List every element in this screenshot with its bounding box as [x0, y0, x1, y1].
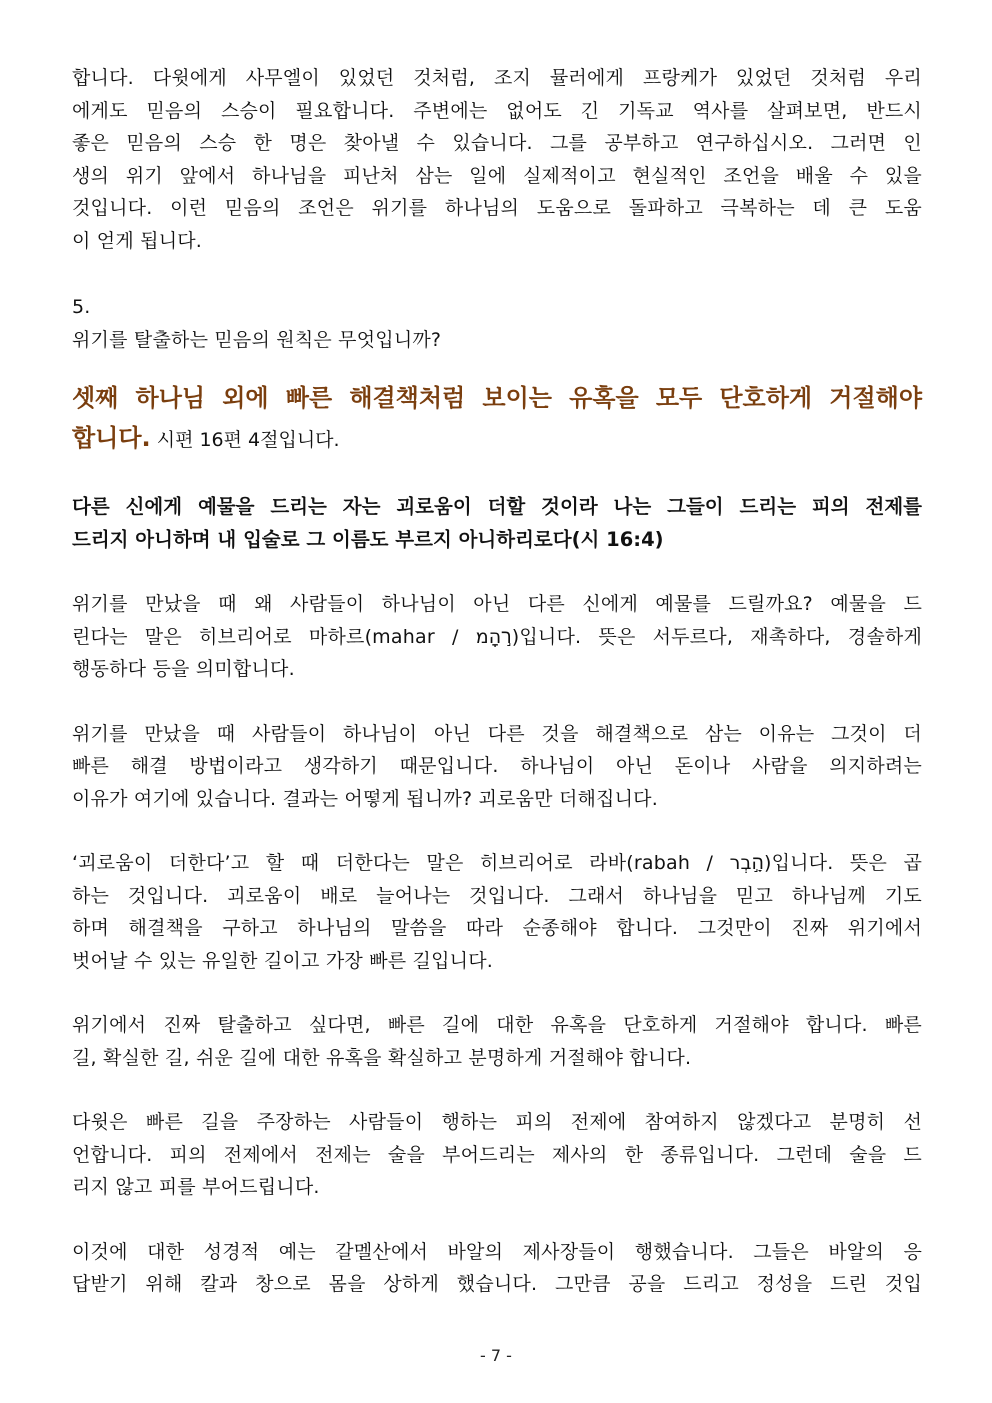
heading-text: 합니다. — [72, 424, 151, 452]
text-line: 답받기 위해 칼과 창으로 몸을 상하게 했습니다. 그만큼 공을 드리고 정성을 드린 것입 — [72, 1273, 922, 1295]
text-line: 행동하다 등을 의미합니다. — [72, 658, 295, 680]
text-line: 위기를 만났을 때 왜 사람들이 하나님이 아닌 다른 신에게 예물를 드릴까요? 예물을 드 — [72, 593, 922, 615]
paragraph-rabah — [72, 847, 922, 977]
verse-line: 다른 신에게 예물을 드리는 자는 괴로움이 더할 것이라 나는 그들이 드리는 피의 전제를 — [72, 495, 922, 518]
text-line: 합니다. 다윗에게 사무엘이 있었던 것처럼, 조지 뮬러에게 프랑케가 있었던 것처럼 우리 — [72, 67, 922, 89]
paragraph-carmel — [72, 1236, 922, 1301]
page-number: - 7 - — [480, 1346, 512, 1365]
text-line: 이것에 대한 성경적 예는 갈멜산에서 바알의 제사장들이 행했습니다. 그들은 바알의 응 — [72, 1240, 922, 1263]
text-line: 것입니다. 이런 믿음의 조언은 위기를 하나님의 도움으로 돌파하고 극복하는 데 큰 도움 — [72, 197, 922, 219]
paragraph-libation — [72, 1106, 922, 1204]
text-line: 하며 해결책을 구하고 하나님의 말씀을 따라 순종해야 합니다. 그것만이 진짜 위기에서 — [72, 917, 922, 939]
principle-heading — [72, 378, 922, 460]
scripture-reference: 시편 16편 4절입니다. — [150, 429, 340, 451]
paragraph-reason — [72, 718, 922, 816]
text-line: ‘괴로움이 더한다’고 할 때 더한다는 말은 히브리어로 라바(rabah / הָ֣בְר)입니다. 뜻은 곱 — [72, 852, 923, 874]
text-line: 이 얻게 됩니다. — [72, 229, 203, 252]
section-question: 위기를 탈출하는 믿음의 원칙은 무엇입니까? — [72, 328, 442, 351]
text-line: 좋은 믿음의 스승 한 명은 찾아낼 수 있습니다. 그를 공부하고 연구하십시오. 그러면 인 — [72, 132, 922, 154]
heading-line: 셋째 하나님 외에 빠른 해결책처럼 보이는 유혹을 모두 단호하게 거절해야 — [72, 384, 922, 412]
text-line: 이유가 여기에 있습니다. 결과는 어떻게 됩니까? 괴로움만 더해집니다. — [72, 787, 658, 810]
paragraph-reject — [72, 1009, 922, 1074]
text-line: 하는 것입니다. 괴로움이 배로 늘어나는 것입니다. 그래서 하나님을 믿고 하나님께 기도 — [72, 884, 922, 907]
text-line: 린다는 말은 히브리어로 마하르(mahar / ר֣הָמ)입니다. 뜻은 서두르다, 재촉하다, 경솔하게 — [72, 625, 923, 648]
paragraph-mahar — [72, 588, 922, 686]
text-line: 벗어날 수 있는 유일한 길이고 가장 빠른 길입니다. — [72, 949, 493, 972]
document-body — [72, 62, 922, 1301]
text-line: 빠른 해결 방법이라고 생각하기 때문입니다. 하나님이 아닌 돈이나 사람을 의지하려는 — [72, 755, 922, 777]
text-line: 언합니다. 피의 전제에서 전제는 술을 부어드리는 제사의 한 종류입니다. 그런데 술을 드 — [72, 1143, 922, 1166]
paragraph-mentor — [72, 62, 922, 257]
text-line: 길, 확실한 길, 쉬운 길에 대한 유혹을 확실하고 분명하게 거절해야 합니다. — [72, 1046, 692, 1069]
verse-line: 드리지 아니하며 내 입술로 그 이름도 부르지 아니하리로다(시 16:4) — [72, 528, 664, 551]
text-line: 다윗은 빠른 길을 주장하는 사람들이 행하는 피의 전제에 참여하지 않겠다고 분명히 선 — [72, 1111, 922, 1133]
text-line: 위기를 만났을 때 사람들이 하나님이 아닌 다른 것을 해결책으로 삼는 이유는 그것이 더 — [72, 722, 922, 745]
text-line: 생의 위기 앞에서 하나님을 피난처 삼는 일에 실제적이고 현실적인 조언을 배울 수 있을 — [72, 164, 922, 187]
heading-line — [72, 418, 922, 460]
section-number: 5. — [72, 296, 91, 318]
text-line: 위기에서 진짜 탈출하고 싶다면, 빠른 길에 대한 유혹을 단호하게 거절해야 합니다. 빠른 — [72, 1014, 922, 1036]
text-line: 에게도 믿음의 스승이 필요합니다. 주변에는 없어도 긴 기독교 역사를 살펴보면, 반드시 — [72, 99, 922, 122]
scripture-quote — [72, 490, 922, 556]
text-line: 리지 않고 피를 부어드립니다. — [72, 1176, 320, 1198]
